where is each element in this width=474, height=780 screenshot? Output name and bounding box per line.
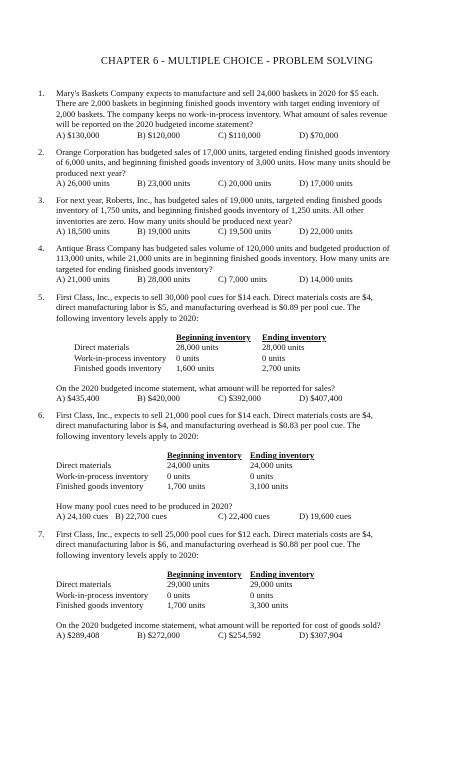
table-row xyxy=(74,353,326,363)
question-line: Orange Corporation has budgeted sales of 17,000 units, targeted ending finished goods inventory xyxy=(56,147,390,157)
question-line: First Class, Inc., expects to sell 21,000 pool cues for $14 each. Direct materials costs are $4, xyxy=(56,410,373,420)
question-6 xyxy=(38,410,448,522)
question-number: 6. xyxy=(38,410,45,420)
question-line: inventory of 1,750 units, and beginning finished goods inventory of 1,250 units. All other xyxy=(56,205,364,216)
table-cell: 0 units xyxy=(250,470,274,481)
option-a: A) 18,500 units xyxy=(56,226,110,237)
answer-options xyxy=(56,274,448,285)
table-cell: 1,700 units xyxy=(167,480,206,491)
table-row xyxy=(56,471,314,481)
option-d: D) $307,904 xyxy=(299,630,343,641)
option-d: D) 14,000 units xyxy=(299,274,353,285)
table-row xyxy=(56,590,314,600)
table-row xyxy=(56,579,314,589)
option-b: B) 19,000 units xyxy=(137,226,191,237)
question-line: First Class, Inc., expects to sell 25,000 pool cues for $12 each. Direct materials costs are $4, xyxy=(56,529,373,539)
table-cell: Work-in-process inventory xyxy=(74,352,167,363)
option-d: D) 17,000 units xyxy=(299,178,353,189)
inventory-table xyxy=(74,332,326,373)
table-header-cell: Ending inventory xyxy=(250,569,315,580)
option-a: A) 21,000 units xyxy=(56,274,110,285)
option-c: C) 20,000 units xyxy=(218,178,272,189)
question-number: 1. xyxy=(38,88,45,98)
question-number: 4. xyxy=(38,243,45,253)
table-row xyxy=(56,600,314,610)
table-cell: 24,000 units xyxy=(167,460,210,471)
table-header-cell: Beginning inventory xyxy=(167,450,242,461)
table-header-cell: Beginning inventory xyxy=(167,569,242,580)
question-prompt: On the 2020 budgeted income statement, what amount will be reported for cost of goods sold? xyxy=(56,620,381,631)
question-line: First Class, Inc., expects to sell 30,000 pool cues for $14 each. Direct materials costs are $4, xyxy=(56,292,373,302)
option-c: C) $392,000 xyxy=(218,393,261,404)
table-cell: 0 units xyxy=(262,352,286,363)
option-b: B) $420,000 xyxy=(137,393,180,404)
option-c: C) 19,500 units xyxy=(218,226,272,237)
table-cell: 0 units xyxy=(250,589,274,600)
option-a: A) $289,408 xyxy=(56,630,100,641)
question-line: produced next year? xyxy=(56,167,126,178)
question-line: will be reported on the 2020 budgeted income statement? xyxy=(56,119,254,130)
option-b: B) 23,000 units xyxy=(137,178,191,189)
page-title: CHAPTER 6 - MULTIPLE CHOICE - PROBLEM SOLVING xyxy=(100,56,374,67)
option-d: D) 19,600 cues xyxy=(299,511,352,522)
question-prompt: How many pool cues need to be produced in 2020? xyxy=(56,501,233,512)
table-header-row xyxy=(74,332,326,342)
table-cell: 3,100 units xyxy=(250,480,289,491)
option-a: A) $130,000 xyxy=(56,129,100,140)
table-cell: Finished goods inventory xyxy=(56,599,144,610)
option-c: C) 7,000 units xyxy=(218,274,267,285)
table-header-row xyxy=(56,569,314,579)
option-c: C) $254,592 xyxy=(218,630,261,641)
answer-options xyxy=(56,511,448,522)
option-c: C) $110,000 xyxy=(218,129,261,140)
question-number: 3. xyxy=(38,195,45,205)
answer-options xyxy=(56,130,448,141)
table-cell: 24,000 units xyxy=(250,460,293,471)
table-header-cell: Beginning inventory xyxy=(176,332,251,343)
table-row xyxy=(74,363,326,373)
table-row xyxy=(56,481,314,491)
table-row xyxy=(56,460,314,470)
table-cell: 0 units xyxy=(167,589,191,600)
table-cell: 28,000 units xyxy=(176,342,219,353)
question-5 xyxy=(38,292,448,404)
question-line: There are 2,000 baskets in beginning finished goods inventory with target ending inventory of xyxy=(56,98,380,109)
question-line: For next year, Roberts, Inc., has budgeted sales of 19,000 units, targeted ending finished goods xyxy=(56,195,382,205)
table-cell: 28,000 units xyxy=(262,342,305,353)
option-d: D) $407,400 xyxy=(299,393,343,404)
question-line: 2,000 baskets. The company keeps no work-in-process inventory. What amount of sales revenue xyxy=(56,108,388,119)
table-header-cell xyxy=(74,332,176,342)
question-line: 113,000 units, while 21,000 units are in beginning finished goods inventory. How many units are xyxy=(56,253,390,264)
answer-options xyxy=(56,226,448,237)
question-line: following inventory levels apply to 2020: xyxy=(56,430,199,441)
question-number: 5. xyxy=(38,292,45,302)
question-line: direct manufacturing labor is $4, and manufacturing overhead is $0.83 per pool cue. The xyxy=(56,420,361,431)
table-header-cell: Ending inventory xyxy=(262,332,327,343)
option-d: D) 22,000 units xyxy=(299,226,353,237)
question-prompt: On the 2020 budgeted income statement, what amount will be reported for sales? xyxy=(56,383,335,394)
table-cell: Finished goods inventory xyxy=(74,362,162,373)
table-header-cell: Ending inventory xyxy=(250,450,315,461)
question-2 xyxy=(38,147,448,189)
table-header-row xyxy=(56,450,314,460)
question-line: targeted for ending finished goods inventory? xyxy=(56,263,213,274)
option-b: B) 28,000 units xyxy=(137,274,191,285)
table-cell: 0 units xyxy=(167,470,191,481)
table-cell: Direct materials xyxy=(56,460,112,471)
option-a: A) 26,000 units xyxy=(56,178,110,189)
question-line: Mary's Baskets Company expects to manufacture and sell 24,000 baskets in 2020 for $5 each. xyxy=(56,88,379,98)
table-cell: Direct materials xyxy=(56,579,112,590)
option-b: B) $272,000 xyxy=(137,630,180,641)
inventory-table xyxy=(56,450,314,491)
question-number: 2. xyxy=(38,147,45,157)
table-cell: Work-in-process inventory xyxy=(56,470,149,481)
inventory-table xyxy=(56,569,314,610)
table-row xyxy=(74,342,326,352)
question-line: direct manufacturing labor is $5, and manufacturing overhead is $0.89 per pool cue. The xyxy=(56,302,361,313)
table-header-cell xyxy=(56,569,167,579)
question-line: Antique Brass Company has budgeted sales volume of 120,000 units and budgeted production of xyxy=(56,243,390,253)
table-cell: 29,000 units xyxy=(167,579,210,590)
question-number: 7. xyxy=(38,529,45,539)
answer-options xyxy=(56,393,448,404)
table-cell: 0 units xyxy=(176,352,200,363)
table-cell: 1,700 units xyxy=(167,599,206,610)
option-a: A) $435,400 xyxy=(56,393,100,404)
option-b: B) $120,000 xyxy=(137,129,180,140)
table-cell: 2,700 units xyxy=(262,362,301,373)
table-cell: 29,000 units xyxy=(250,579,293,590)
table-cell: 3,300 units xyxy=(250,599,289,610)
table-cell: Direct materials xyxy=(74,342,130,353)
question-line: following inventory levels apply to 2020: xyxy=(56,549,199,560)
question-3 xyxy=(38,195,448,237)
question-7 xyxy=(38,529,448,641)
answer-options xyxy=(56,178,448,189)
table-cell: Finished goods inventory xyxy=(56,480,144,491)
option-d: D) $70,000 xyxy=(299,129,339,140)
table-cell: Work-in-process inventory xyxy=(56,589,149,600)
option-b: B) 22,700 cues xyxy=(115,511,167,522)
table-cell: 1,600 units xyxy=(176,362,215,373)
table-header-cell xyxy=(56,450,167,460)
answer-options xyxy=(56,630,448,641)
question-4 xyxy=(38,243,448,285)
option-c: C) 22,400 cues xyxy=(218,511,270,522)
option-a: A) 24,100 cues xyxy=(56,511,109,522)
question-line: of 6,000 units, and beginning finished goods inventory of 3,000 units. How many units should be xyxy=(56,157,391,168)
question-line: direct manufacturing labor is $6, and manufacturing overhead is $0.88 per pool cue. The xyxy=(56,539,361,550)
question-line: inventories are zero. How many units should be produced next year? xyxy=(56,215,293,226)
question-line: following inventory levels apply to 2020: xyxy=(56,312,199,323)
question-1 xyxy=(38,88,448,141)
